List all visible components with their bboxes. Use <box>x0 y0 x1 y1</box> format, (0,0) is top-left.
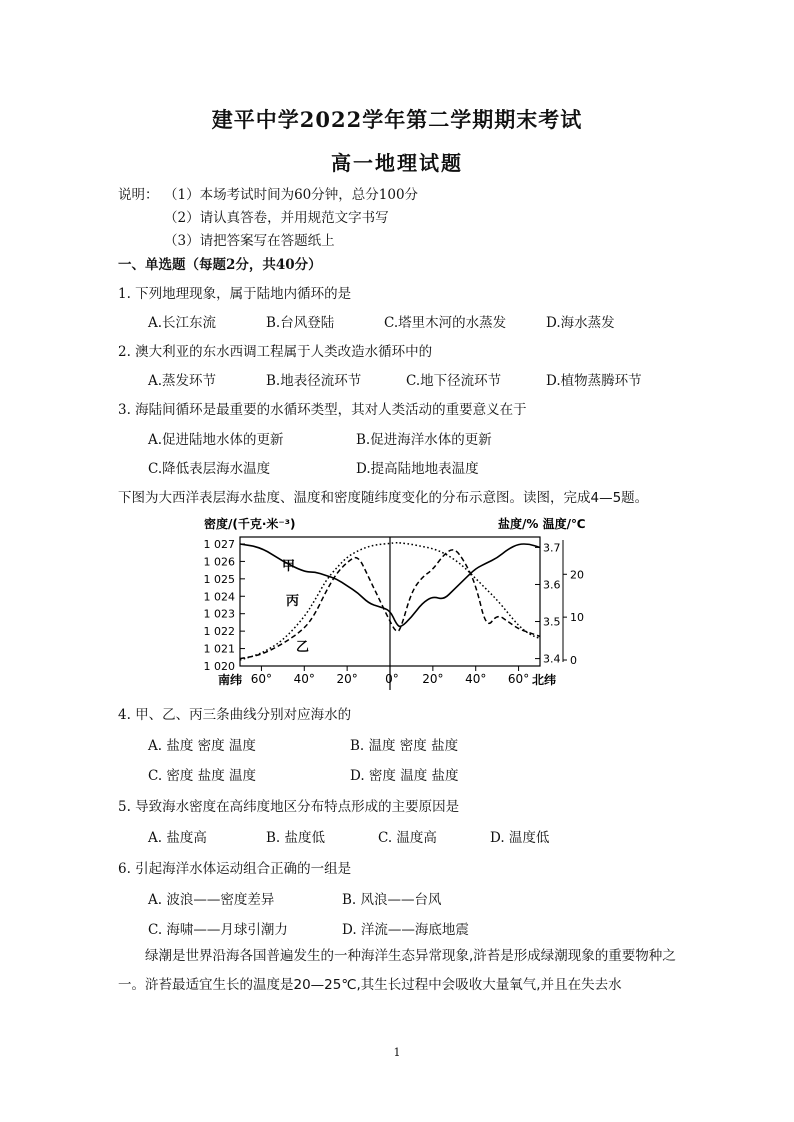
option-a: A.长江东流 <box>148 315 217 331</box>
density-tick-label: 1 021 <box>203 642 235 656</box>
temperature-tick-label: 10 <box>570 611 584 625</box>
north-latitude-label: 北纬 <box>532 673 557 687</box>
latitude-tick-label: 60° <box>507 672 530 686</box>
salinity-tick-label: 3.6 <box>543 578 561 592</box>
option-c: C.塔里木河的水蒸发 <box>384 315 507 331</box>
latitude-tick-label: 20° <box>422 672 444 686</box>
option-c: C. 海啸——月球引潮力 <box>148 922 288 938</box>
option-b: B.台风登陆 <box>266 315 335 331</box>
option-d: D. 温度低 <box>490 830 550 846</box>
figure-intro: 下图为大西洋表层海水盐度、温度和密度随纬度变化的分布示意图。读图，完成4—5题。 <box>118 490 649 506</box>
option-b: B. 盐度低 <box>266 830 326 846</box>
notes-label: 说明： <box>118 187 159 203</box>
option-d: D.海水蒸发 <box>546 315 615 331</box>
question-stem: 4. 甲、乙、丙三条曲线分别对应海水的 <box>118 707 352 723</box>
question-stem: 6. 引起海洋水体运动组合正确的一组是 <box>118 861 352 877</box>
option-d: D.植物蒸腾环节 <box>546 373 642 389</box>
passage-paragraph: 绿潮是世界沿海各国普遍发生的一种海洋生态异常现象,浒苔是形成绿潮现象的重要物种之一。浒苔最适宜生长的温度是20—25℃,其生长过程中会吸收大量氧气,并且在失去水 <box>118 948 676 993</box>
option-d: D. 洋流——海底地震 <box>342 922 469 938</box>
density-tick-label: 1 020 <box>203 660 235 673</box>
note-item: （3）请把答案写在答题纸上 <box>164 233 335 249</box>
option-a: A. 波浪——密度差异 <box>148 892 275 908</box>
latitude-tick-label: 0° <box>385 672 399 686</box>
density-tick-label: 1 025 <box>203 572 235 586</box>
option-b: B.地表径流环节 <box>266 373 362 389</box>
series-label: 乙 <box>296 640 310 655</box>
temperature-tick-label: 0 <box>570 654 577 667</box>
option-d: D. 密度 温度 盐度 <box>350 768 459 784</box>
option-a: A. 盐度 密度 温度 <box>148 738 256 754</box>
question-stem: 2. 澳大利亚的东水西调工程属于人类改造水循环中的 <box>118 344 433 360</box>
density-tick-label: 1 022 <box>203 625 235 639</box>
note-item: （1）本场考试时间为60分钟，总分100分 <box>164 187 419 203</box>
exam-subtitle: 高一地理试题 <box>331 151 463 175</box>
question-stem: 5. 导致海水密度在高纬度地区分布特点形成的主要原因是 <box>118 799 460 815</box>
option-c: C.降低表层海水温度 <box>148 461 271 477</box>
right-axis-label: 盐度/% 温度/℃ <box>498 517 586 531</box>
latitude-tick-label: 20° <box>336 672 358 686</box>
series-label: 甲 <box>282 559 296 574</box>
latitude-tick-label: 40° <box>293 672 315 686</box>
note-item: （2）请认真答卷，并用规范文字书写 <box>164 210 389 226</box>
salinity-tick-label: 3.4 <box>543 652 561 666</box>
left-axis-label: 密度/(千克·米⁻³) <box>204 517 296 531</box>
option-d: D.提高陆地地表温度 <box>356 461 479 477</box>
salinity-tick-label: 3.7 <box>543 541 561 555</box>
option-c: C. 密度 盐度 温度 <box>148 768 257 784</box>
density-tick-label: 1 023 <box>203 607 235 621</box>
option-b: B.促进海洋水体的更新 <box>356 432 492 448</box>
temperature-tick-label: 20 <box>570 568 584 582</box>
question-stem: 3. 海陆间循环是最重要的水循环类型，其对人类活动的重要意义在于 <box>118 402 527 418</box>
latitude-tick-label: 40° <box>465 672 487 686</box>
salinity-tick-label: 3.5 <box>543 615 561 629</box>
option-a: A. 盐度高 <box>148 830 207 846</box>
question-stem: 1. 下列地理现象，属于陆地内循环的是 <box>118 286 352 302</box>
density-tick-label: 1 026 <box>203 555 235 569</box>
latitude-tick-label: 60° <box>250 672 273 686</box>
option-a: A.蒸发环节 <box>148 373 217 389</box>
option-c: C. 温度高 <box>378 830 437 846</box>
option-c: C.地下径流环节 <box>406 373 502 389</box>
south-latitude-label: 南纬 <box>218 673 243 687</box>
option-a: A.促进陆地水体的更新 <box>148 432 284 448</box>
option-b: B. 风浪——台风 <box>342 892 442 908</box>
exam-title: 建平中学2022学年第二学期期末考试 <box>211 107 583 132</box>
page-number: 1 <box>393 1046 401 1059</box>
series-label: 丙 <box>286 594 300 609</box>
section-heading: 一、单选题（每题2分，共40分） <box>118 257 322 273</box>
option-b: B. 温度 密度 盐度 <box>350 738 459 754</box>
density-tick-label: 1 024 <box>203 590 235 604</box>
density-tick-label: 1 027 <box>203 537 235 551</box>
